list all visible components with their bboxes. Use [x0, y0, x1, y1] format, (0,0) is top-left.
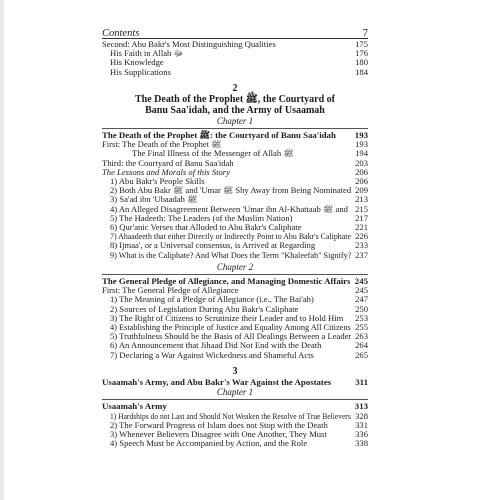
toc-entry — [102, 68, 368, 77]
toc-entry — [102, 58, 368, 67]
toc-entry-title: 5) The Hadeeth: The Leaders (of the Muslim Nation) — [110, 213, 293, 223]
toc-entry-title: 2) The Forward Progress of Islam does not Stop with the Death — [110, 420, 328, 430]
toc-entry-title: Usaamah's Army, and Abu Bakr's War Against the Apostates — [102, 376, 332, 387]
toc-entry-title: The Final Illness of the Messenger of Allah ﷺ — [132, 149, 294, 159]
toc-entry-title: 7) Declaring a War Against Wickedness and Shameful Acts — [110, 350, 314, 360]
toc-entry-page: 311 — [355, 376, 368, 387]
toc-entry-page: 328 — [355, 410, 368, 421]
toc-entry — [102, 439, 368, 448]
toc-entry — [102, 401, 368, 412]
toc-entry — [102, 49, 368, 58]
toc-entry — [102, 177, 368, 186]
toc-group-chapter-2 — [102, 276, 368, 360]
toc-entry-page: 176 — [355, 48, 368, 59]
toc-entry-page: 217 — [355, 212, 368, 223]
table-of-contents — [102, 40, 368, 448]
toc-entry-page: 206 — [355, 176, 368, 186]
toc-entry — [102, 314, 368, 323]
toc-entry — [102, 149, 368, 158]
toc-entry-page: 336 — [355, 429, 368, 440]
toc-entry-page: 264 — [355, 340, 368, 351]
toc-entry-page: 250 — [355, 303, 368, 314]
toc-entry-page: 338 — [355, 438, 368, 449]
toc-entry-page: 226 — [355, 231, 368, 242]
toc-entry-page: 180 — [355, 57, 368, 68]
toc-entry-page: 263 — [355, 331, 368, 342]
toc-entry-page: 237 — [355, 249, 368, 260]
toc-entry — [102, 205, 368, 214]
toc-entry-title: His Knowledge — [110, 58, 164, 68]
toc-entry-page: 245 — [354, 275, 368, 286]
toc-entry-title: First: The Death of the Prophet ﷺ — [102, 140, 222, 150]
toc-entry-page: 245 — [355, 285, 368, 296]
toc-entry-page: 175 — [355, 39, 368, 49]
toc-entry — [102, 159, 368, 168]
toc-entry-page: 209 — [355, 185, 368, 196]
toc-entry-title: His Supplications — [110, 67, 171, 77]
toc-entry — [102, 305, 368, 314]
toc-entry-title: 5) Truthfulness Should be the Basis of All Dealings Between a Leader — [110, 332, 352, 342]
section-title-line: Banu Saa'idah, and the Army of Usaamah — [145, 104, 325, 116]
toc-entry-page: 215 — [355, 203, 368, 214]
toc-entry-page: 313 — [354, 401, 368, 412]
toc-entry-title: 1) Hardships do not Last and Should Not Weaken the Resolve of True Believers — [110, 411, 351, 421]
section-number: 2 — [232, 82, 238, 94]
toc-entry-title: 7) Ahaadeeth that either Directly or Indirectly Point to Abu Bakr's Caliphate — [110, 232, 351, 242]
toc-entry-page: 184 — [355, 66, 368, 77]
toc-entry — [102, 130, 368, 141]
toc-entry-page: 265 — [355, 349, 368, 360]
toc-entry-title: The Death of the Prophet ﷺ: the Courtyard of Banu Saa'idah — [102, 129, 336, 140]
toc-entry-title: 3) The Right of Citizens to Scrutinize their Leader and to Hold Him — [110, 313, 344, 323]
toc-entry-page: 331 — [355, 419, 368, 430]
toc-entry-page: 221 — [355, 221, 368, 232]
toc-entry-page: 253 — [355, 312, 368, 323]
toc-entry — [102, 232, 368, 241]
toc-entry-title: 8) Ijmaa', or a Universal consensus, is Arrived at Regarding — [110, 241, 316, 251]
toc-entry-title: 4) Speech Must be Accompanied by Action, and the Role — [110, 439, 308, 449]
toc-entry-title: 1) The Meaning of a Pledge of Allegiance (i.e., The Bai'ah) — [110, 295, 314, 305]
toc-entry — [102, 251, 368, 260]
toc-entry-title: 3) Whenever Believers Disagree with One Another, They Must — [110, 430, 327, 440]
toc-entry-title: 4) An Alleged Disagreement Between 'Umar ibn Al-Khattaab ﷺ and — [110, 204, 348, 214]
toc-group-qualities — [102, 40, 368, 77]
toc-entry-page: 255 — [355, 321, 368, 332]
toc-entry-page: 194 — [355, 148, 368, 159]
chapter-rule — [102, 274, 368, 275]
toc-entry — [102, 186, 368, 195]
toc-entry — [102, 332, 368, 341]
toc-entry-title: Second: Abu Bakr's Most Distinguishing Qualities — [102, 40, 276, 49]
chapter-rule — [102, 128, 368, 129]
toc-entry-title: First: The General Pledge of Allegiance — [102, 286, 239, 296]
chapter-rule — [102, 399, 368, 400]
toc-entry-title: 2) Both Abu Bakr ﷺ and 'Umar ﷺ Shy Away from Being Nominated — [110, 186, 352, 196]
toc-entry-title: The General Pledge of Allegiance, and Managing Domestic Affairs — [102, 275, 351, 286]
toc-entry-title: 3) Sa'ad ibn 'Ubaadah ﷺ — [110, 195, 198, 205]
toc-entry-title: 1) Abu Bakr's People Skills — [110, 177, 205, 186]
toc-entry — [102, 421, 368, 430]
toc-entry — [102, 214, 368, 223]
toc-entry-page: 247 — [355, 294, 368, 305]
toc-entry — [102, 276, 368, 287]
toc-entry-title: 9) What is the Caliphate? And What Does the Term "Khaleefah" Signify? — [110, 250, 352, 260]
section-number: 3 — [232, 365, 238, 377]
toc-entry — [102, 223, 368, 232]
toc-entry-title: The Lessons and Morals of this Story — [102, 167, 230, 177]
toc-entry — [102, 412, 368, 421]
toc-entry — [102, 295, 368, 304]
toc-entry — [102, 195, 368, 204]
toc-entry-page: 233 — [355, 240, 368, 251]
toc-group-usaamah — [102, 401, 368, 448]
toc-entry — [102, 430, 368, 439]
chapter-label: Chapter 1 — [216, 115, 254, 126]
toc-entry-title: 6) Qur'anic Verses that Alluded to Abu Bakr's Caliphate — [110, 222, 302, 232]
toc-group-chapter-1 — [102, 130, 368, 260]
section-title-row — [102, 377, 368, 388]
toc-entry — [102, 168, 368, 177]
toc-entry — [102, 351, 368, 360]
toc-entry — [102, 241, 368, 250]
toc-entry — [102, 323, 368, 332]
toc-entry-page: 193 — [355, 139, 368, 150]
toc-entry-page: 193 — [354, 129, 368, 140]
toc-entry — [102, 140, 368, 149]
toc-entry-page: 203 — [355, 157, 368, 168]
toc-entry-title: Third: the Courtyard of Banu Saa'idah — [102, 158, 234, 168]
section-title-line: The Death of the Prophet ﷺ, the Courtyard of — [135, 93, 335, 105]
toc-entry-page: 206 — [355, 166, 368, 177]
page-number: 7 — [362, 28, 368, 39]
chapter-label: Chapter 1 — [216, 387, 254, 398]
running-header-title: Contents — [102, 28, 140, 39]
toc-entry — [102, 286, 368, 295]
toc-entry-page: 213 — [355, 194, 368, 205]
toc-entry-title: 4) Establishing the Principle of Justice and Equality Among All Citizens — [110, 322, 351, 332]
toc-entry-title: 6) An Announcement that Jihaad Did Not End with the Death — [110, 341, 322, 351]
toc-entry-title: Usaamah's Army — [102, 401, 167, 412]
toc-entry — [102, 40, 368, 49]
toc-entry-title: 2) Sources of Legislation During Abu Bakr's Caliphate — [110, 304, 299, 314]
header-rule — [102, 38, 368, 39]
chapter-label: Chapter 2 — [216, 261, 254, 272]
toc-entry-title: His Faith in Allah ﷻ — [110, 49, 184, 59]
toc-entry — [102, 341, 368, 350]
